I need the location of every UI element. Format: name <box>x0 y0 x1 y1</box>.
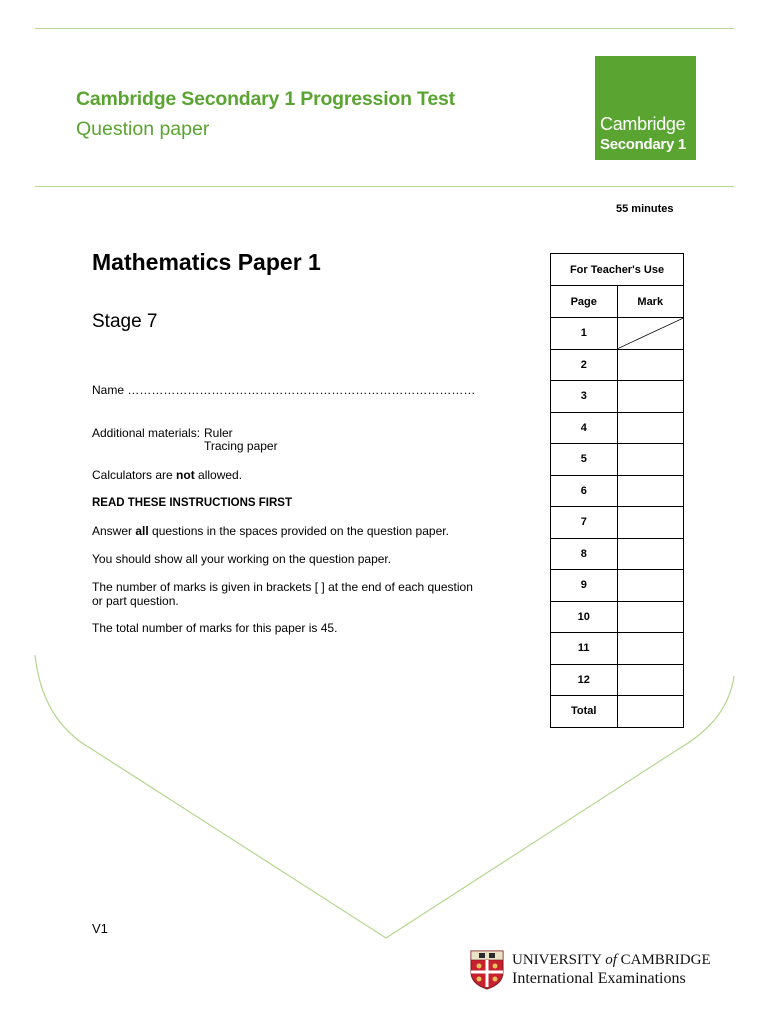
page-number: 2 <box>551 349 618 381</box>
mark-cell[interactable] <box>617 507 684 539</box>
table-row-total <box>551 696 684 728</box>
logo-line-2: Secondary 1 <box>600 136 686 153</box>
header-subtitle: Question paper <box>76 118 210 140</box>
col-header-page: Page <box>551 286 618 318</box>
duration: 55 minutes <box>616 203 674 215</box>
material-tracing-paper: Tracing paper <box>204 439 278 453</box>
table-row <box>551 444 684 476</box>
marks-instruction-line-1: The number of marks is given in brackets [ ] at the end of each question <box>92 580 473 594</box>
university-name: UNIVERSITY of CAMBRIDGE <box>512 952 711 968</box>
mark-cell[interactable] <box>617 412 684 444</box>
table-row <box>551 633 684 665</box>
paper-title: Mathematics Paper 1 <box>92 249 321 275</box>
marks-instruction-line-2: or part question. <box>92 594 179 608</box>
version-label: V1 <box>92 921 108 936</box>
mark-cell[interactable] <box>617 570 684 602</box>
header-title: Cambridge Secondary 1 Progression Test <box>76 88 455 110</box>
table-row <box>551 381 684 413</box>
international-examinations: International Examinations <box>512 970 686 987</box>
page-number: 9 <box>551 570 618 602</box>
material-ruler: Ruler <box>204 426 233 440</box>
table-row <box>551 570 684 602</box>
materials-label: Additional materials: <box>92 426 201 440</box>
page-number: 8 <box>551 538 618 570</box>
mark-cell[interactable] <box>617 349 684 381</box>
mark-cell[interactable] <box>617 475 684 507</box>
mark-cell[interactable] <box>617 664 684 696</box>
working-instruction: You should show all your working on the question paper. <box>92 552 392 566</box>
mark-cell[interactable] <box>617 444 684 476</box>
page-number: 10 <box>551 601 618 633</box>
page-number: 3 <box>551 381 618 413</box>
total-label: Total <box>551 696 618 728</box>
page-number: 6 <box>551 475 618 507</box>
total-marks-note: The total number of marks for this paper is 45. <box>92 621 338 635</box>
col-header-mark: Mark <box>617 286 684 318</box>
page-number: 5 <box>551 444 618 476</box>
table-row <box>551 664 684 696</box>
mark-cell[interactable] <box>617 538 684 570</box>
mark-cell[interactable] <box>617 381 684 413</box>
stage-label: Stage 7 <box>92 311 158 332</box>
page-number: 4 <box>551 412 618 444</box>
teacher-table-title: For Teacher's Use <box>551 254 684 286</box>
table-row <box>551 475 684 507</box>
cambridge-secondary-logo <box>595 56 696 160</box>
strike-line <box>618 318 684 349</box>
name-dots: …………………………………………………………………………… <box>127 383 476 397</box>
page-number: 12 <box>551 664 618 696</box>
page-number: 1 <box>551 318 618 350</box>
instructions-heading: READ THESE INSTRUCTIONS FIRST <box>92 497 292 509</box>
name-label: Name <box>92 383 125 397</box>
table-row <box>551 507 684 539</box>
table-row <box>551 318 684 350</box>
mark-cell[interactable] <box>617 601 684 633</box>
page-number: 7 <box>551 507 618 539</box>
answer-instruction: Answer all questions in the spaces provided on the question paper. <box>92 524 449 538</box>
mark-cell-struck <box>617 318 684 350</box>
calculators-note: Calculators are not allowed. <box>92 468 243 482</box>
logo-line-1: Cambridge <box>600 114 686 134</box>
mark-cell[interactable] <box>617 633 684 665</box>
page-number: 11 <box>551 633 618 665</box>
table-row <box>551 538 684 570</box>
table-row <box>551 412 684 444</box>
table-row <box>551 349 684 381</box>
teacher-use-table <box>550 253 684 728</box>
table-row <box>551 601 684 633</box>
name-field[interactable] <box>92 383 475 397</box>
university-crest-icon <box>470 950 504 990</box>
total-mark-cell[interactable] <box>617 696 684 728</box>
